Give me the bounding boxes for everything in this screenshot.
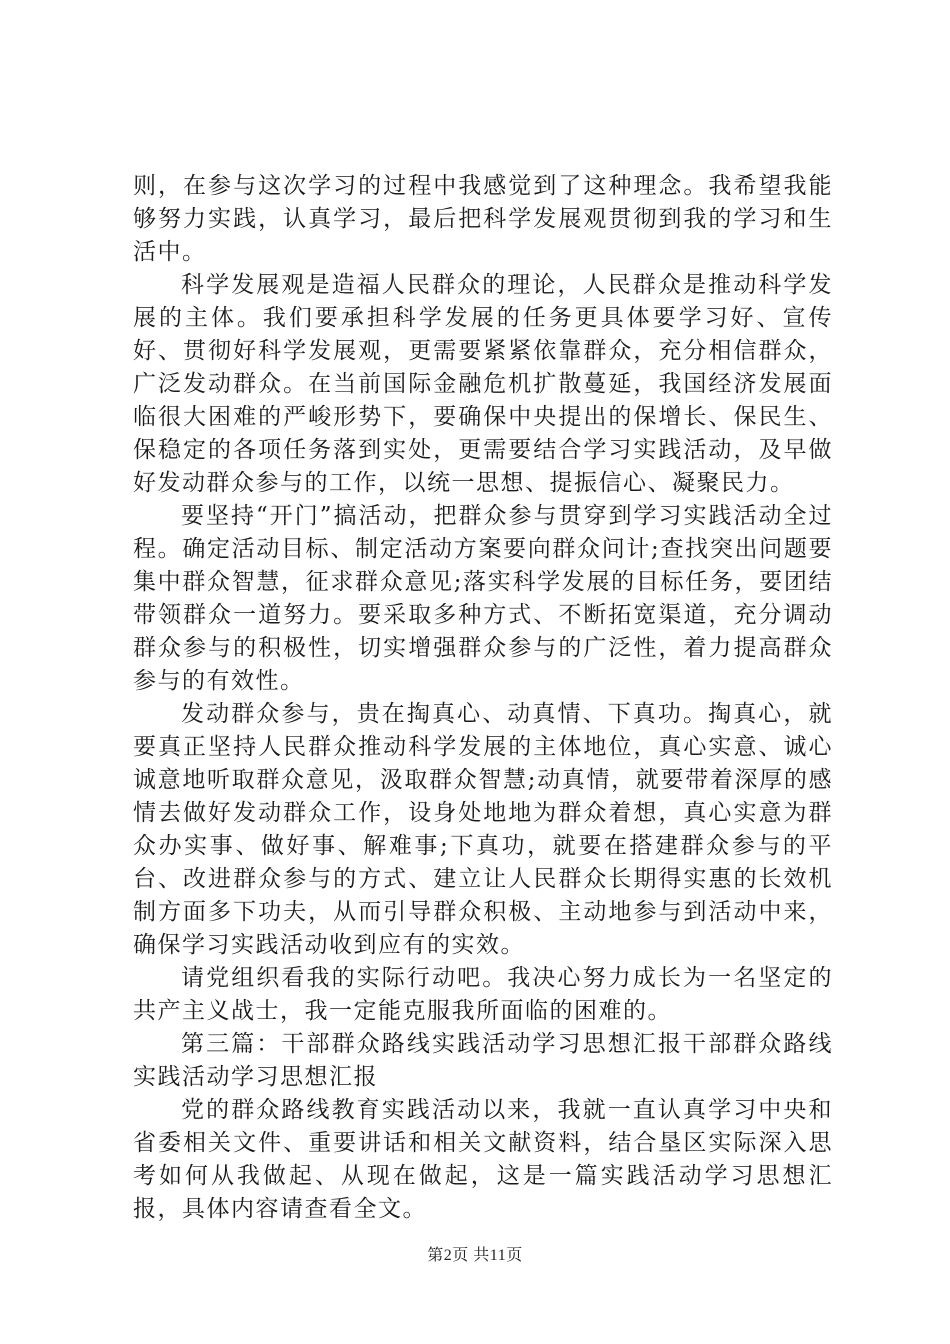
paragraph: 科学发展观是造福人民群众的理论，人民群众是推动科学发展的主体。我们要承担科学发展的任务更具体要学习好、宣传好、贯彻好科学发展观，更需要紧紧依靠群众，充分相信群众，广泛发动群众。在当前国际金融危机扩散蔓延，我国经济发展面临很大困难的严峻形势下，要确保中央提出的保增长、保民生、保稳定的各项任务落到实处，更需要结合学习实践活动，及早做好发动群众参与的工作，以统一思想、提振信心、凝聚民力。 [133, 272, 833, 496]
paragraph-continuation: 则，在参与这次学习的过程中我感觉到了这种理念。我希望我能够努力实践，认真学习，最后把科学发展观贯彻到我的学习和生活中。 [133, 173, 833, 265]
paragraph: 党的群众路线教育实践活动以来，我就一直认真学习中央和省委相关文件、重要讲话和相关文献资料，结合垦区实际深入思考如何从我做起、从现在做起，这是一篇实践活动学习思想汇报，具体内容请查看全文。 [133, 1097, 833, 1222]
page-number-footer: 第2页 共11页 [427, 1247, 523, 1264]
document-body [133, 170, 833, 1226]
paragraph: 请党组织看我的实际行动吧。我决心努力成长为一名坚定的共产主义战士，我一定能克服我所面临的困难的。 [133, 965, 833, 1024]
paragraph: 要坚持“开门”搞活动，把群众参与贯穿到学习实践活动全过程。确定活动目标、制定活动方案要向群众问计;查找突出问题要集中群众智慧，征求群众意见;落实科学发展的目标任务，要团结带领群众一道努力。要采取多种方式、不断拓宽渠道，充分调动群众参与的积极性，切实增强群众参与的广泛性，着力提高群众参与的有效性。 [133, 503, 833, 694]
section-heading: 第三篇：干部群众路线实践活动学习思想汇报干部群众路线实践活动学习思想汇报 [133, 1031, 833, 1090]
paragraph: 发动群众参与，贵在掏真心、动真情、下真功。掏真心，就要真正坚持人民群众推动科学发展的主体地位，真心实意、诚心诚意地听取群众意见，汲取群众智慧;动真情，就要带着深厚的感情去做好发动群众工作，设身处地地为群众着想，真心实意为群众办实事、做好事、解难事;下真功，就要在搭建群众参与的平台、改进群众参与的方式、建立让人民群众长期得实惠的长效机制方面多下功夫，从而引导群众积极、主动地参与到活动中来，确保学习实践活动收到应有的实效。 [133, 701, 833, 958]
